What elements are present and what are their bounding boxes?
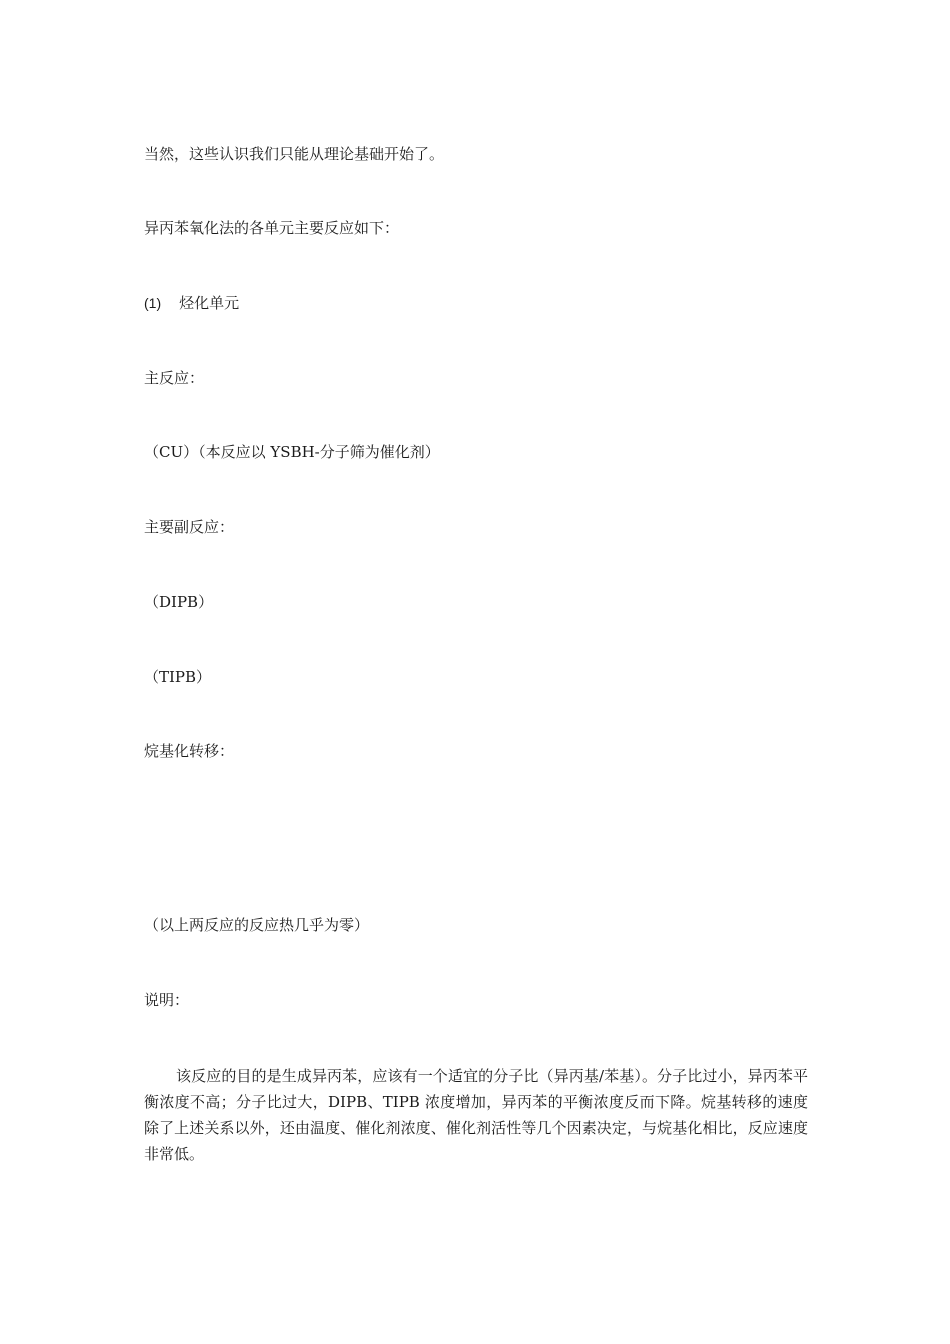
section-number: (1) <box>144 295 162 311</box>
side-reaction-tipb: （TIPB） <box>144 668 212 686</box>
side-reaction-dipb: （DIPB） <box>144 593 214 611</box>
section-title: 烃化单元 <box>179 294 240 312</box>
main-reaction-note: （CU）（本反应以 YSBH-分子筛为催化剂） <box>144 443 440 461</box>
transalkylation-label: 烷基化转移： <box>144 742 235 760</box>
heat-note: （以上两反应的反应热几乎为零） <box>144 916 370 934</box>
side-reaction-label: 主要副反应： <box>144 518 235 536</box>
main-reaction-label: 主反应： <box>144 369 205 387</box>
explanation-paragraph: 该反应的目的是生成异丙苯，应该有一个适宜的分子比（异丙基/苯基）。分子比过小，异丙苯平衡浓度不高；分子比过大，DIPB、TIPB 浓度增加，异丙苯的平衡浓度反而下降。烷基转移的速度除了上述关系以外，还由温度、催化剂浓度、催化剂活性等几个因素决定，与烷基化相比，反应速度非常低。 <box>144 1067 808 1163</box>
explanation-label: 说明： <box>144 991 190 1009</box>
section-heading <box>144 293 239 313</box>
intro-line: 当然，这些认识我们只能从理论基础开始了。 <box>144 145 445 163</box>
section-intro-line: 异丙苯氧化法的各单元主要反应如下： <box>144 219 400 237</box>
